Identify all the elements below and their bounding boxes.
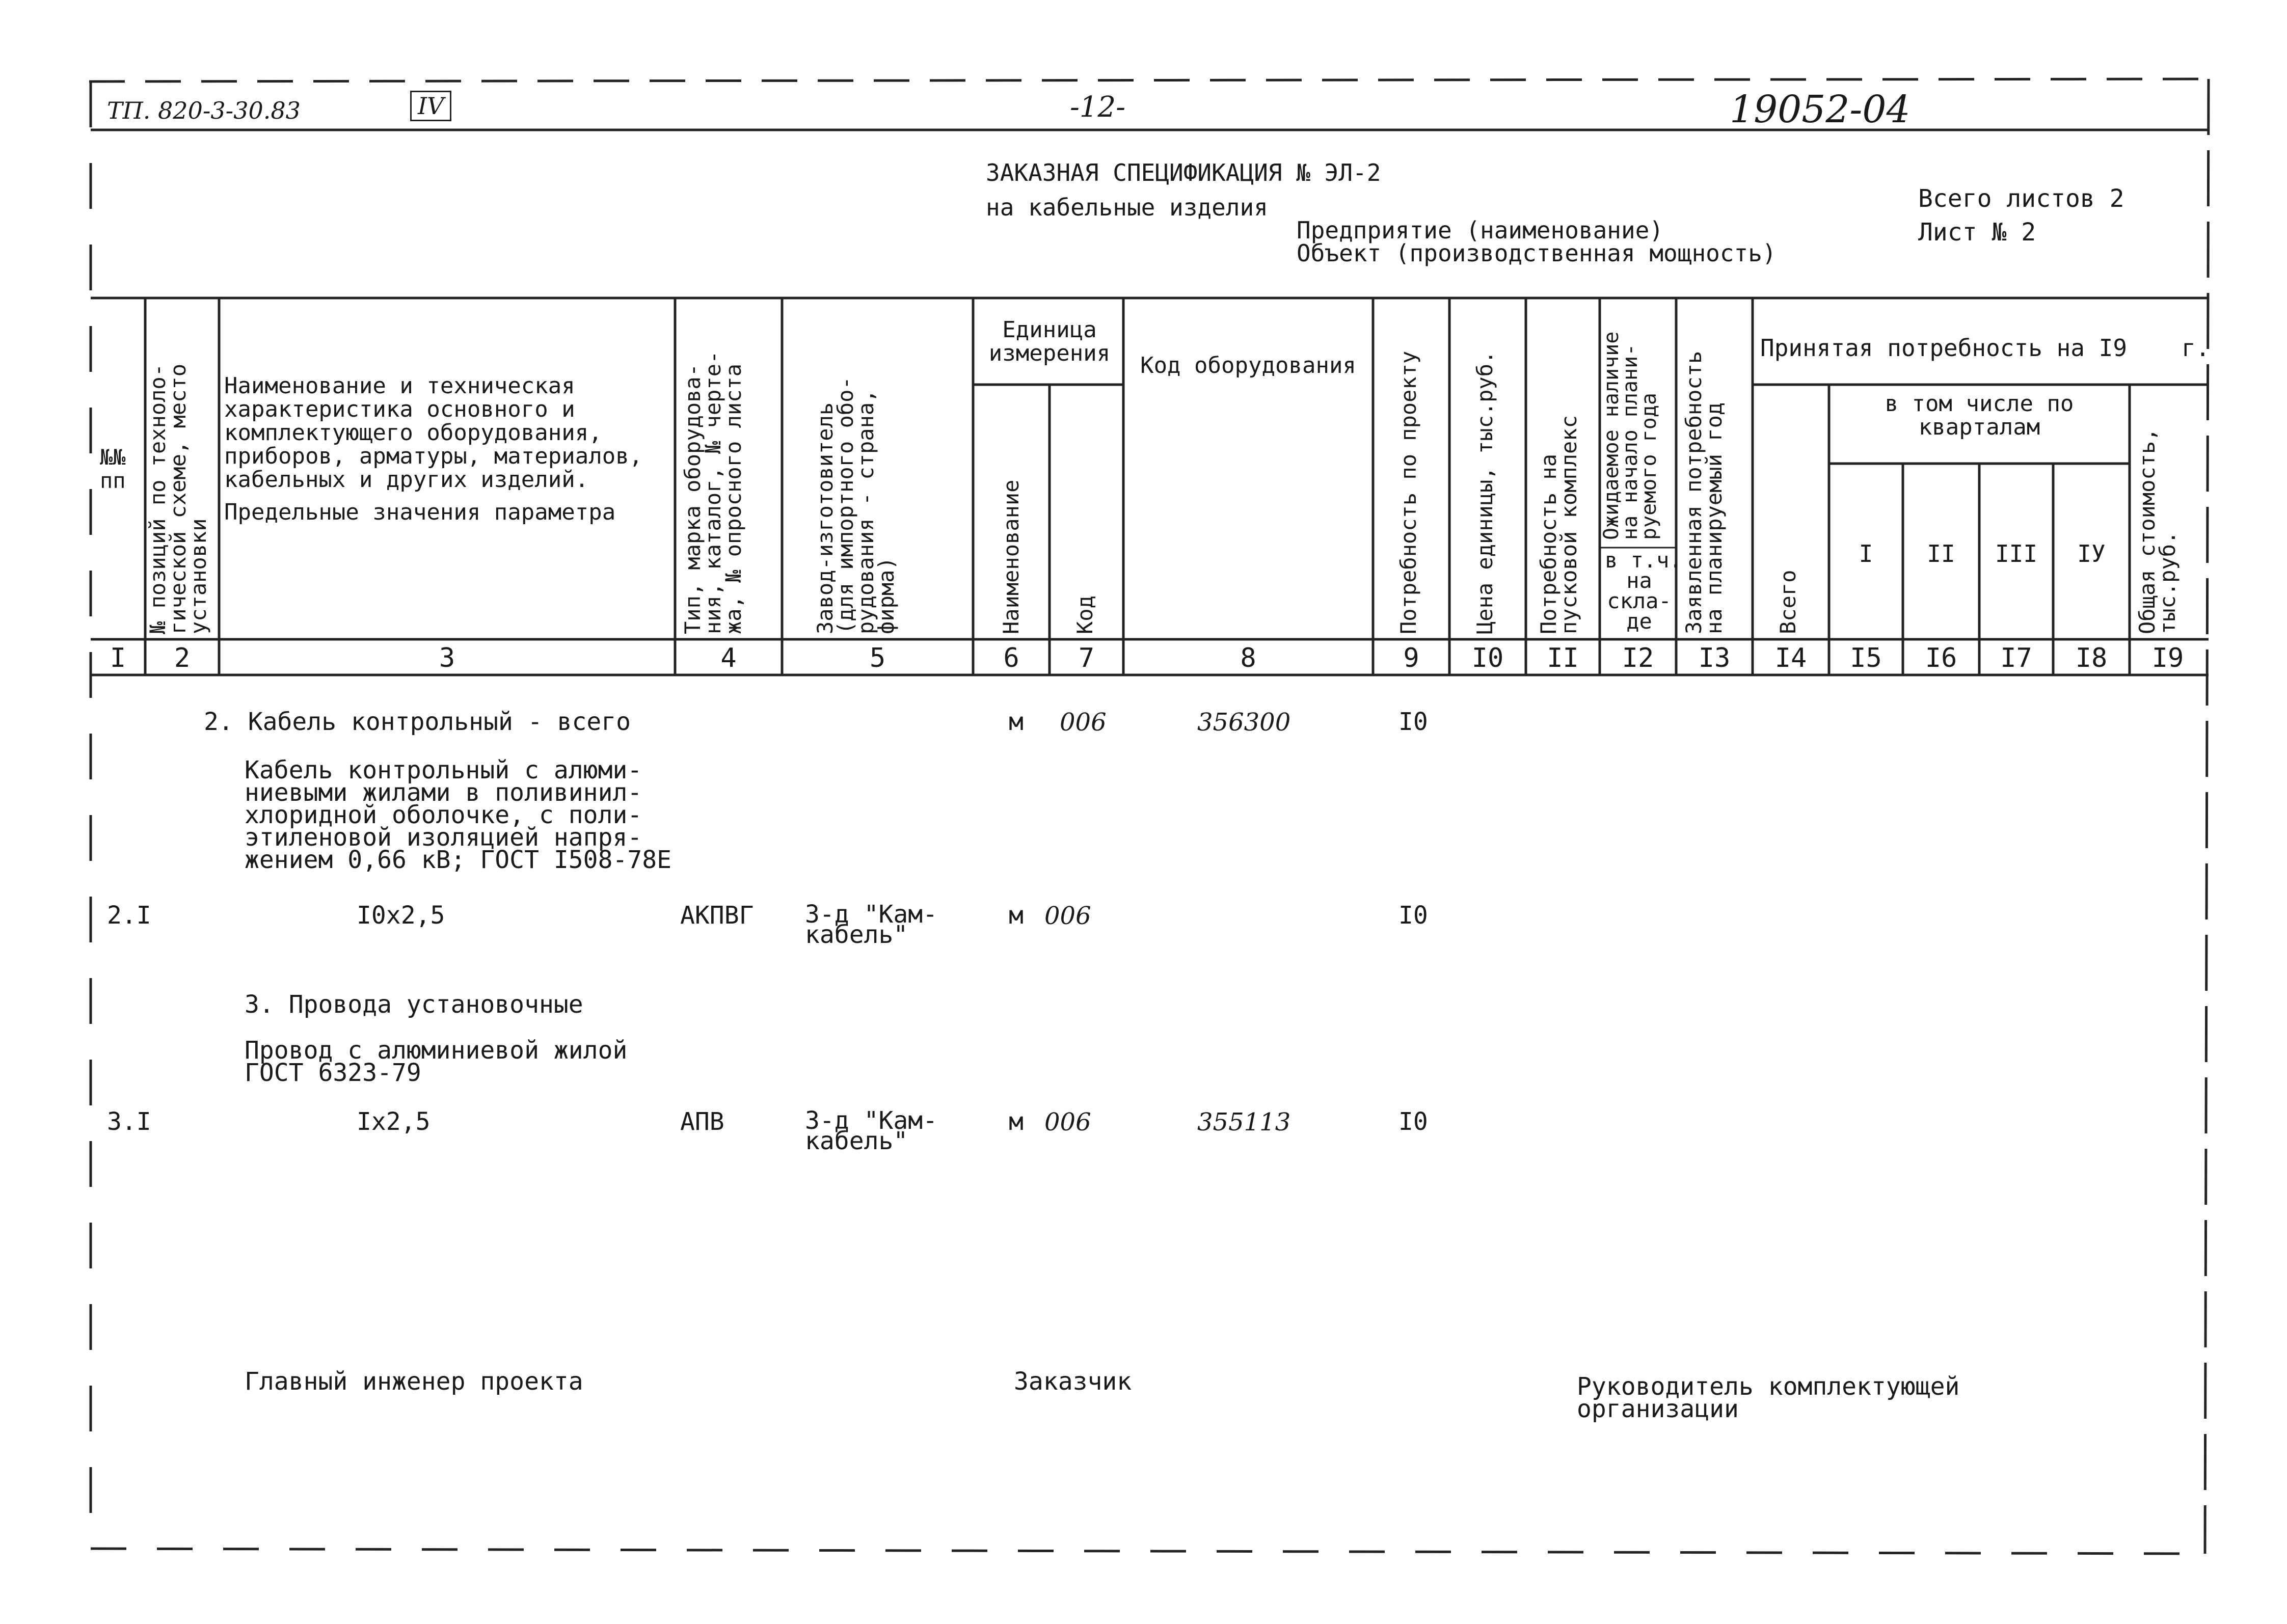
quarters-group-header: в том числе по кварталам — [1885, 391, 2074, 440]
col-3-header: Наименование и техническая характеристика основного и комплектующего оборудования, приборов, арматуры, материалов, кабельных и других изделий. Предельные значения параметра — [224, 373, 643, 525]
doc-code: ТП. 820-3-30.83 — [107, 97, 301, 124]
col-number: 4 — [720, 643, 737, 673]
row-3-1-unit-code: 006 — [1044, 1108, 1091, 1136]
quarter-2-header: II — [1927, 540, 1955, 567]
spec-title: ЗАКАЗНАЯ СПЕЦИФИКАЦИЯ № ЭЛ-2 — [986, 159, 1381, 186]
signature-customer: Заказчик — [1014, 1367, 1132, 1396]
col-5-header: Завод-изготовитель (для импортного обо- рудования - страна, фирма) — [813, 376, 899, 634]
col-number: 9 — [1403, 643, 1419, 673]
col-number: II — [1547, 643, 1579, 673]
row-cable-need: I0 — [1398, 708, 1428, 736]
total-sheets: Всего листов 2 — [1918, 184, 2124, 213]
col-13-header: Заявленная потребность на планируемый год — [1681, 350, 1727, 634]
col-6-header: Наименование — [999, 479, 1024, 634]
row-3-1-size: Iх2,5 — [357, 1107, 431, 1136]
row-3-1-plant: З-д "Кам- кабель" — [805, 1106, 938, 1155]
col-10-header: Цена единицы, тыс.руб. — [1472, 350, 1497, 634]
album-number: IV — [410, 91, 451, 121]
row-wires-description: Провод с алюминиевой жилой ГОСТ 6323-79 — [245, 1036, 628, 1087]
object-label: Объект (производственная мощность) — [1297, 239, 1777, 267]
row-cable-control-title: 2. Кабель контрольный - всего — [204, 708, 631, 736]
col-number: I5 — [1850, 643, 1882, 673]
row-2-1-unit: м — [1009, 901, 1024, 930]
signature-supplier: Руководитель комплектующей организации — [1577, 1372, 1960, 1423]
col-2-header: № позиций по техноло- гической схеме, место установки — [145, 363, 211, 634]
row-3-1-unit: м — [1009, 1107, 1024, 1136]
page-number: -12- — [1070, 91, 1126, 124]
row-cable-unit: м — [1009, 708, 1024, 736]
col-number: 7 — [1078, 643, 1095, 673]
sheet-number: Лист № 2 — [1918, 218, 2036, 247]
col-number: I4 — [1774, 643, 1807, 673]
inventory-number: 19052-04 — [1730, 88, 1911, 131]
row-cable-description: Кабель контрольный с алюми- ниевыми жилами в поливинил- хлоридной оболочке, с поли- этиленовой изоляцией напря- жением 0,66 кВ; ГОСТ I508-78Е — [245, 756, 672, 874]
row-cable-equip-code: 356300 — [1197, 708, 1291, 737]
col-number: I9 — [2151, 643, 2184, 673]
signature-chief-engineer: Главный инженер проекта — [245, 1367, 583, 1396]
col-number: 6 — [1003, 643, 1019, 673]
quarter-3-header: III — [1995, 540, 2038, 567]
row-2-1-need: I0 — [1398, 901, 1428, 930]
col-8-header: Код оборудования — [1140, 353, 1356, 378]
col-7-header: Код — [1072, 596, 1097, 634]
col-number: I8 — [2075, 643, 2108, 673]
quarter-1-header: I — [1859, 540, 1873, 567]
col-number: 3 — [439, 643, 455, 673]
row-2-1-unit-code: 006 — [1044, 902, 1091, 930]
col-1-header: №№ пп — [100, 445, 126, 493]
col-number: 8 — [1240, 643, 1256, 673]
col-14-header: Всего — [1775, 570, 1800, 634]
col-number: I3 — [1698, 643, 1731, 673]
col-number: I0 — [1471, 643, 1504, 673]
col-12-subheader: в т.ч. на скла- де — [1605, 548, 1682, 634]
quarter-4-header: IУ — [2077, 540, 2106, 567]
row-3-1-type: АПВ — [680, 1107, 724, 1136]
col-4-header: Тип, марка оборудова- ния, каталог, № черте- жа, № опросного листа — [680, 350, 746, 634]
col-9-header: Потребность по проекту — [1396, 350, 1421, 634]
col-number: I — [110, 643, 126, 673]
col-number: I6 — [1925, 643, 1957, 673]
row-2-1-position: 2.I — [107, 901, 151, 930]
col-number: I2 — [1622, 643, 1654, 673]
accepted-need-header: Принятая потребность на I9 — [1760, 334, 2128, 362]
unit-group-header: Единица измерения — [988, 317, 1111, 366]
col-number: I7 — [2000, 643, 2032, 673]
row-3-1-equip-code: 355113 — [1197, 1108, 1291, 1136]
row-wires-title: 3. Провода установочные — [245, 990, 583, 1019]
accepted-year-suffix: г. — [2182, 334, 2210, 362]
spec-subtitle: на кабельные изделия — [986, 194, 1268, 221]
enterprise-label: Предприятие (наименование) — [1297, 216, 1664, 244]
row-2-1-plant: З-д "Кам- кабель" — [805, 900, 938, 949]
col-number: 2 — [174, 643, 191, 673]
row-cable-unit-code: 006 — [1060, 708, 1107, 737]
row-3-1-need: I0 — [1398, 1107, 1428, 1136]
row-2-1-type: АКПВГ — [680, 901, 754, 930]
col-11-header: Потребность на пусковой комплекс — [1536, 415, 1581, 634]
col-number: 5 — [869, 643, 886, 673]
row-2-1-size: I0x2,5 — [357, 901, 445, 930]
row-3-1-position: 3.I — [107, 1107, 151, 1136]
col-12-header: Ожидаемое наличие на начало плани- руемого года — [1600, 331, 1661, 540]
col-19-header: Общая стоимость, тыс.руб. — [2135, 428, 2180, 634]
